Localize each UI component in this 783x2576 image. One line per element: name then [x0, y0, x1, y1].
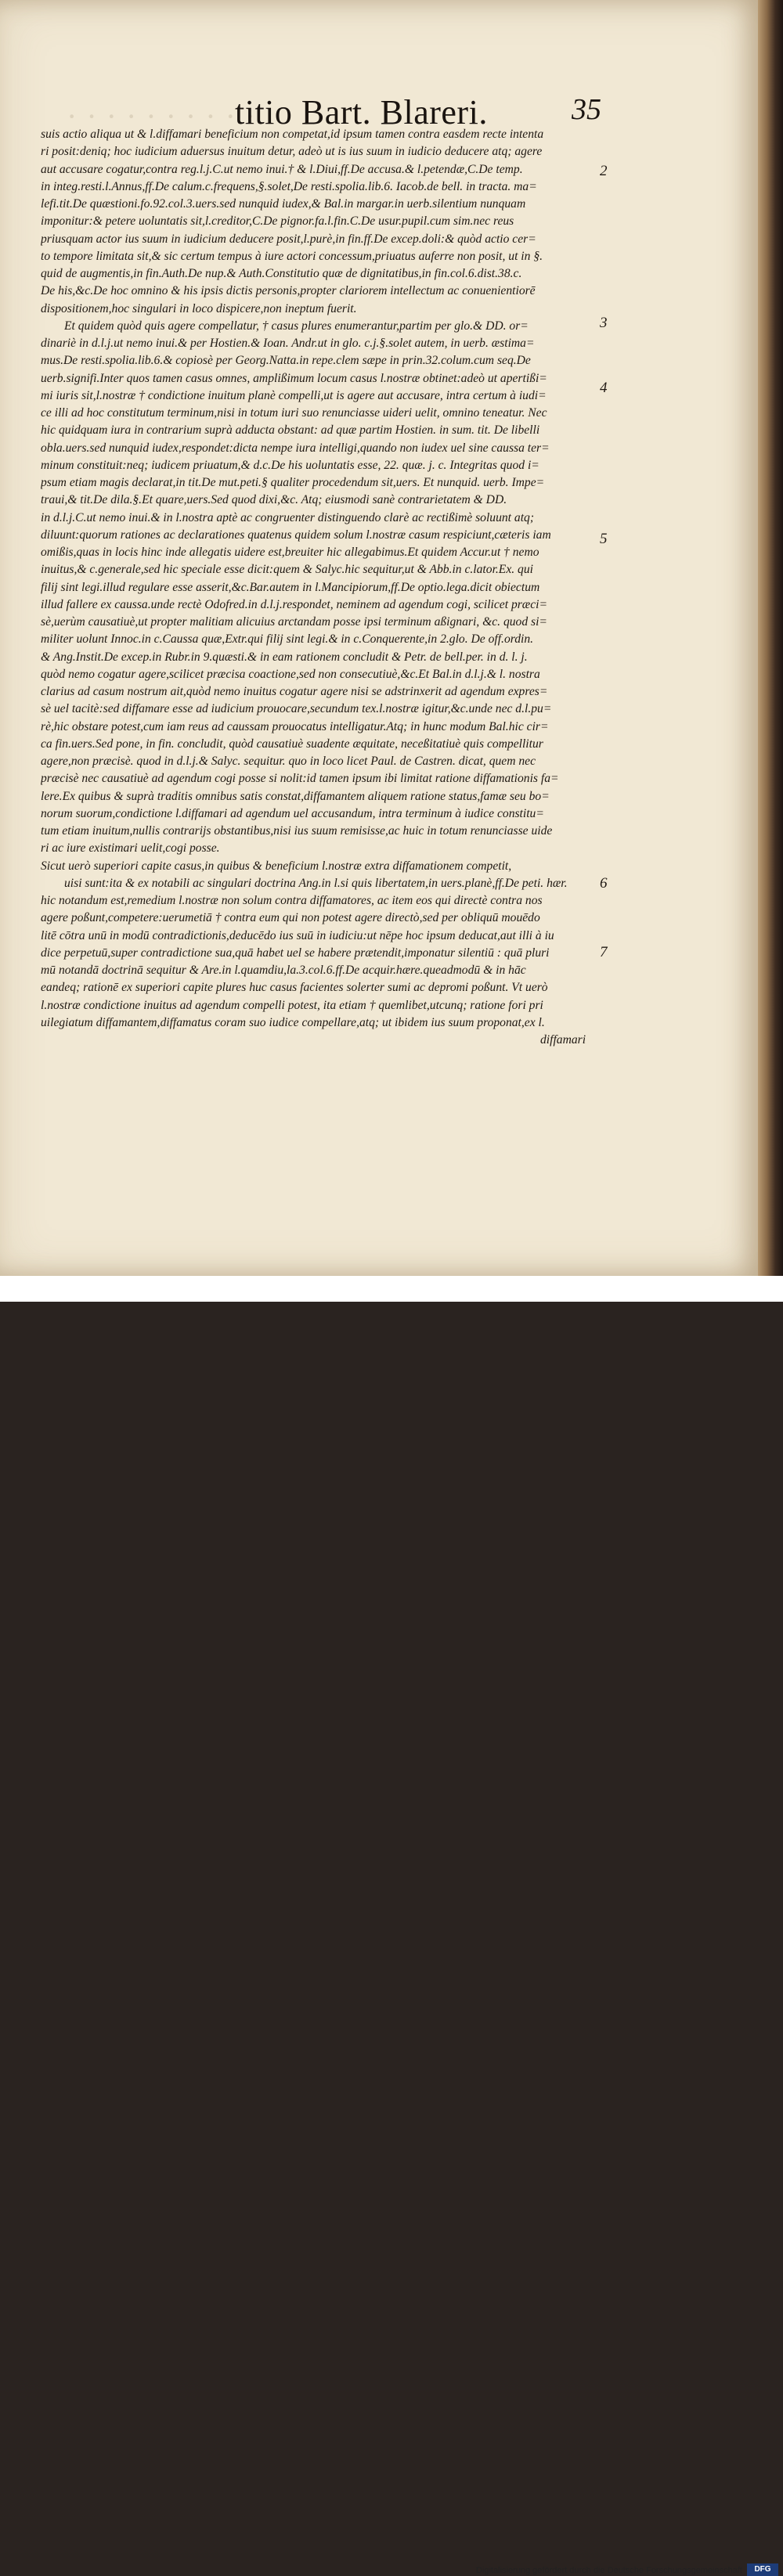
text-line: obla.uers.sed nunquid iudex,respondet:dicta nempe iura intelligi,quando non iudex uel sine caussa ter= — [41, 441, 550, 455]
text-line: eandeq; rationē ex superiori capite plures huc casus facientes solerter sumi ac depromi poßunt. Vt uerò — [41, 981, 548, 995]
running-head: titio Bart. Blareri. — [235, 93, 488, 132]
text-line: præcisè nec causatiuè ad agendum cogi posse si nolit:id tamen ipsum ibi limitat ratione diffamationis fa= — [41, 772, 559, 786]
text-line: mus.De resti.spolia.lib.6.& copiosè per Georg.Natta.in repe.clem sæpe in prin.32.colum.cum seq.De — [41, 354, 531, 368]
text-line: omißis,quas in locis hinc inde allegatis uidere est,breuiter hic allegabimus.Et quidem Accur.ut † nemo — [41, 546, 539, 559]
text-line: litē cōtra unū in modū contradictionis,deducēdo ius suū in iudiciu:ut nēpe hoc ipsum deducat,aut illi à iu — [41, 928, 554, 942]
text-line: uilegiatum diffamantem,diffamatus coram suo iudice compellare,atq; ut ibidem ius suum proponat,ex l. — [41, 1015, 545, 1029]
text-line: diluunt:quorum rationes ac declarationes quatenus quidem solum l.nostræ casum respiciunt,cæteris iam — [41, 528, 551, 542]
show-through-text: · · · · · · · · · · — [67, 99, 257, 134]
margin-number: 5 — [600, 531, 608, 547]
text-line: dispositionem,hoc singulari in loco dispicere,non ineptum fuerit. — [41, 301, 357, 315]
margin-number: 2 — [600, 163, 608, 179]
text-line: hic quidquam iura in contrarium suprà adducta obstant: ad quæ partim Hostien. in sum. tit. De libelli — [41, 423, 540, 438]
text-line: hic notandum est,remedium l.nostræ non solum contra diffamatores, ac item eos qui directè contra nos — [41, 894, 543, 907]
text-line: imponitur:& petere uoluntatis sit,l.creditor,C.De pignor.fa.l.fin.C.De usur.pupil.cum sim.nec reus — [41, 214, 514, 229]
text-line: quòd nemo cogatur agere,scilicet præcisa coactione,sed non consecutiuè,&c.Et Bal.in d.l.j.& l. nostra — [41, 667, 540, 681]
footer-bar — [0, 1276, 783, 2575]
text-line: in integ.resti.l.Annus,ff.De calum.c.frequens,§.solet,De resti.spolia.lib.6. Iacob.de bell. in tracta. ma= — [41, 179, 537, 193]
margin-number: 7 — [600, 944, 608, 960]
text-line: ri ac iure existimari uelit,cogi posse. — [41, 841, 220, 856]
text-line: De his,&c.De hoc omnino & his ipsis dictis personis,propter clariorem intellectum ac conuenientiorē — [41, 284, 536, 298]
text-line: mū notandā doctrinā sequitur & Are.in l.quamdiu,la.3.col.6.ff.De acquir.hære.queadmodū & in hāc — [41, 964, 526, 977]
text-line: diffamari — [540, 1033, 586, 1047]
text-line: uerb.signifi.Inter quos tamen casus omnes, amplißimum locum casus l.nostræ obtinet:adeò ut apertißi= — [41, 371, 547, 385]
page-number: 35 — [572, 93, 601, 126]
text-line: dinariè in d.l.j.ut nemo inui.& per Hostien.& Ioan. Andr.ut in glo. c.j.§.solet autem, in uerb. æstima= — [41, 337, 535, 350]
margin-number: 4 — [600, 380, 608, 396]
text-line: traui,& tit.De dila.§.Et quare,uers.Sed quod dixi,&c. Atq; eiusmodi sanè contrarietatem & DD. — [41, 493, 507, 507]
text-line: priusquam actor ius suum in iudicium deducere posit,l.purè,in fin.ff.De excep.doli:& quòd actio cer= — [41, 232, 536, 246]
text-line: & Ang.Instit.De excep.in Rubr.in 9.quæsti.& in eam rationem concludit & Petr. de bell.per. in d. l. j. — [41, 650, 528, 664]
text-line: filij sint legi.illud regulare esse asserit,&c.Bar.autem in l.Mancipiorum,ff.De optio.lega.dicit obiectum — [41, 580, 540, 594]
text-line: to tempore limitata sit,& sic certum tempus à iure actori concessum,priuatus auferre non posit, ut in §. — [41, 249, 543, 263]
dfg-logo: DFG — [747, 2563, 778, 2576]
text-line: Sicut uerò superiori capite casus,in quibus & beneficium l.nostræ extra diffamationem competit, — [41, 859, 512, 873]
text-line: ca fin.uers.Sed pone, in fin. concludit, quòd causatiuè suadente æquitate, neceßitatiuè quis compellitur — [41, 737, 543, 751]
text-line: quid de augmentis,in fin.Auth.De nup.& Auth.Constitutio quæ de dignitatibus,in fin.col.6.dist.38.c. — [41, 267, 522, 280]
text-line: clarius ad casum nostrum ait,quòd nemo inuitus cogatur agere nisi se adstrinxerit ad agendum expres= — [41, 685, 548, 698]
text-line: agere poßunt,competere:uerumetiā † contra eum qui non potest agere directò,sed per obliquū mouēdo — [41, 911, 540, 925]
text-line: agere,non præcisè. quod in d.l.j.& Salyc. sequitur. quo in loco licet Paul. de Castren. dicat, quem nec — [41, 755, 536, 768]
text-line: lere.Ex quibus & suprà traditis omnibus satis constat,diffamantem aliquem ratione status,famæ seu bo= — [41, 789, 550, 803]
text-line: mi iuris sit,l.nostræ † condictione inuitum planè compelli,ut is agere aut accusare, intra certum à iudi= — [41, 388, 547, 402]
margin-number: 6 — [600, 875, 608, 892]
text-line: dice perpetuū,super contradictione sua,quā habet uel se habere prætendit,imponatur silentiū : quā pluri — [41, 946, 550, 960]
text-line: l.nostræ condictione inuitus ad agendum compelli potest, ita etiam † quemlibet,utcunq; ratione fori pri — [41, 998, 543, 1012]
text-line: ri posit:deniq; hoc iudicium aduersus inuitum detur, adeò ut is ius suum in iudicio deducere atq; agere — [41, 145, 543, 159]
book-edge — [758, 0, 783, 1276]
text-line: Et quidem quòd quis agere compellatur, † casus plures enumerantur,partim per glo.& DD. or= — [64, 319, 529, 333]
text-line: inuitus,& c.generale,sed hic speciale esse dicit:quem & Salyc.hic sequitur,ut & Abb.in c.lator.Ex. qui — [41, 563, 533, 577]
text-line: militer uolunt Innoc.in c.Caussa quæ,Extr.qui filij sint legi.& in c.Conquerente,in 2.glo. De off.ordin. — [41, 632, 534, 647]
text-line: in d.l.j.C.ut nemo inui.& in l.nostra aptè ac congruenter distinguendo clarè ac rectißimè soluunt atq; — [41, 510, 535, 524]
footer-credit: Digitalisierung gefördert durch die Deutsche Forschungsgemeinschaft — [476, 2566, 742, 2575]
book-page — [0, 0, 761, 1276]
text-line: illud fallere ex caussa.unde rectè Odofred.in d.l.j.respondet, neminem ad agendum cogi, scilicet præci= — [41, 597, 547, 611]
text-line: norum suorum,condictione l.diffamari ad agendum uel accusandum, intra terminum à iudice constitu= — [41, 806, 544, 820]
text-line: uisi sunt:ita & ex notabili ac singulari doctrina Ang.in l.si quis libertatem,in uers.planè,ff.De peti. hær. — [64, 876, 568, 890]
text-line: psum etiam magis declarat,in tit.De mut.peti.§ qualiter procedendum sit,uers. Et nunquid. uerb. Impe= — [41, 476, 545, 489]
text-line: lefi.tit.De quæstioni.fo.92.col.3.uers.sed nunquid iudex,& Bal.in margar.in uerb.silentium nunquam — [41, 197, 526, 211]
text-line: tum etiam inuitum,nullis contrarijs obstantibus,nisi ius suum remisisse,ac huic in totum renunciasse uide — [41, 824, 553, 838]
text-line: sè uel tacitè:sed diffamare esse ad iudicium prouocare,secundum tex.l.nostræ igitur,&c.unde nec d.l.pu= — [41, 702, 552, 716]
text-line: rè,hic obstare potest,cum iam reus ad caussam prouocatus intelligatur.Atq; in hunc modum Bal.hic cir= — [41, 719, 549, 733]
text-line: minum constituit:neq; iudicem priuatum,& d.c.De his uoluntatis esse, 22. quæ. j. c. Integritas quod i= — [41, 458, 539, 472]
text-line: ce illi ad hoc constitutum terminum,nisi in totum iuri suo renunciasse uideri uelit, omnino teneatur. Nec — [41, 406, 547, 420]
margin-number: 3 — [600, 315, 608, 331]
text-line: suis actio aliqua ut & l.diffamari beneficium non competat,id ipsum tamen contra easdem recte intenta — [41, 128, 544, 141]
text-line: sè,uerùm causatiuè,ut propter malitiam alicuius arctandam posse ipsi terminum aßignari, &c. quod si= — [41, 615, 547, 629]
text-line: aut accusare cogatur,contra reg.l.j.C.ut nemo inui.† & l.Diui,ff.De accusa.& l.petendæ,C.De temp. — [41, 162, 523, 176]
